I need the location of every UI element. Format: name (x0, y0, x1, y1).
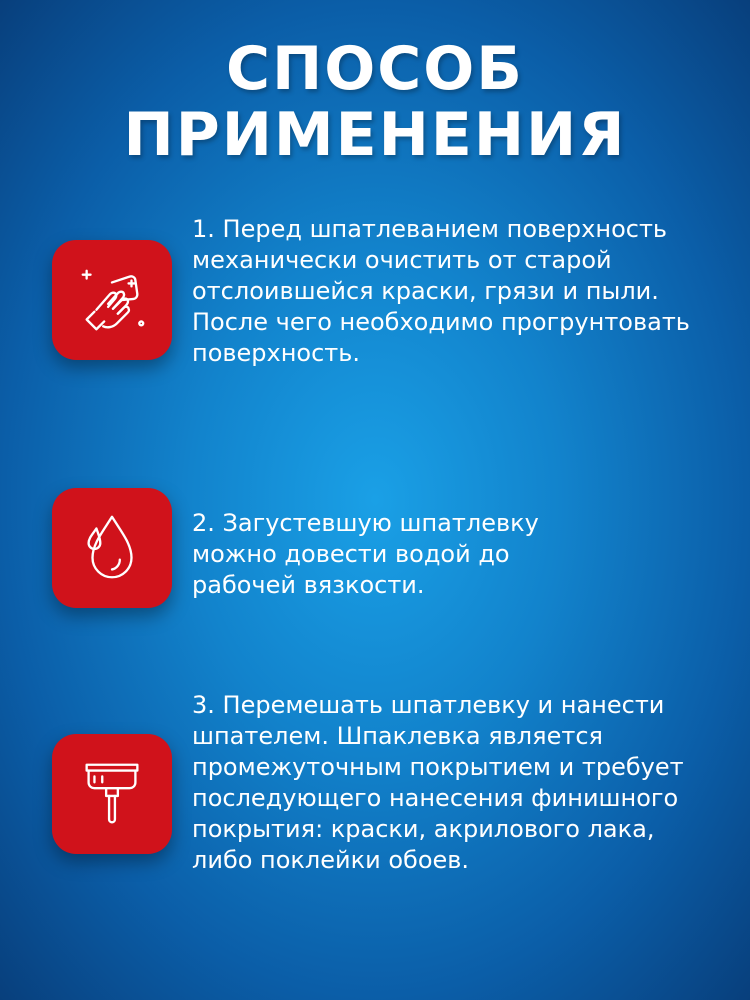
hand-wipe-icon (52, 240, 172, 360)
title-line-2: ПРИМЕНЕНИЯ (123, 100, 627, 170)
step-1 (52, 215, 702, 440)
step-2 (52, 488, 702, 618)
step-2-text: 2. Загустевшую шпатлевку можно довести водой до рабочей вязкости. (192, 509, 539, 599)
step-3-text: 3. Перемешать шпатлевку и нанести шпателем. Шпаклевка является промежуточным покрытием и требует последующего нанесения финишного покрытия: краски, акрилового лака, либо поклейки обоев. (192, 691, 684, 874)
step-3 (52, 691, 702, 874)
title-line-1: СПОСОБ (225, 34, 525, 104)
page-title (0, 36, 750, 168)
water-drop-icon (52, 488, 172, 608)
step-1-text: 1. Перед шпатлеванием поверхность механически очистить от старой отслоившейся краски, грязи и пыли. После чего необходимо прогрунтовать поверхность. (192, 215, 690, 367)
brush-icon (52, 734, 172, 854)
